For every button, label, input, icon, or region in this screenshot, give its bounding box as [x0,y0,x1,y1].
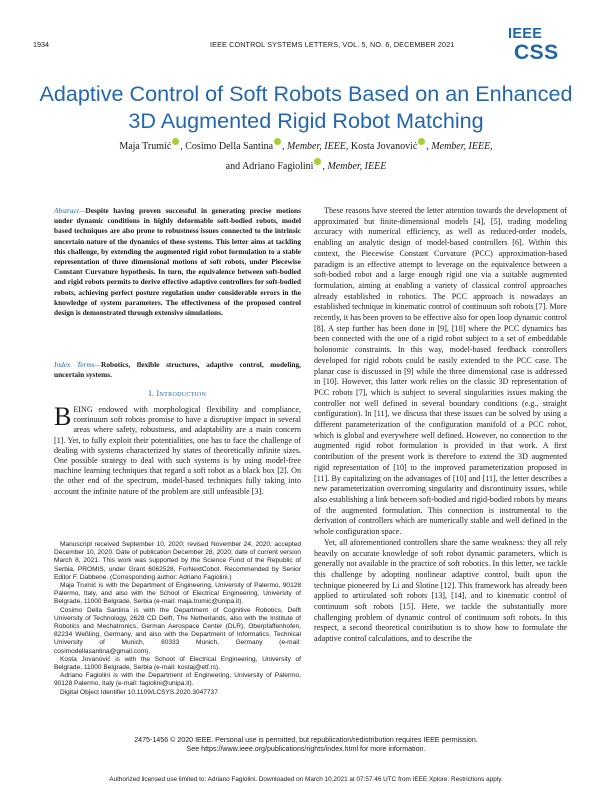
index-terms-text: Robotics, flexible structures, adaptive control, modeling, uncertain systems. [54,360,301,380]
drop-cap: B [54,402,72,431]
page-number: 1934 [33,40,49,49]
abstract-text: Despite having proven successful in generating precise motions under dynamic conditions in highly deformable soft-bodied robots, model based techniques are also prone to robustness issues connected to the intrinsic uncertain nature of the dynamics of these systems. This letter aims at tackling this challenge, by extending the augmented rigid robot formulation to a stable representation of three dimensional motions of soft robots, under Piecewise Constant Curvature hypothesis. In turn, the equivalence between soft-bodied and rigid robots permits to derive effective adaptive controllers for soft-bodied robots, achieving perfect posture regulation under considerable errors in the knowledge of system parameters. The effectiveness of the proposed control design is demonstrated through extensive simulations. [54,206,301,318]
footnote-affiliation: Cosimo Della Santina is with the Department of Cognitive Robotics, Delft University of Technology, 2628 CD Delft, The Netherlands, also with the Institute of Robotics and Mechatronics, German Aerospace Center (DLR), Oberpfaffenhofen, 82234 Weßling, Germany, and also with the Department of Informatics, Technical University of Munich, 80333 Munich, Germany (e-mail: cosimodellasantina@gmail.com). [54,606,301,655]
copyright-line-2[interactable]: See https://www.ieee.org/publications/rights/index.html for more information. [186,745,426,754]
footnote-manuscript: Manuscript received September 10, 2020; revised November 24, 2020; accepted December 10, 2020. Date of publication December 28, 2020; date of current version March 8, 2021. This work was supported by the Science Fund of the Republic of Serbia, PROMIS, under Grant 6062528, ForNextCobot. Recommended by Senior Editor F. Dabbene. (Corresponding author: Adriano Fagiolini.) [54,541,301,581]
section-heading-introduction: I. Introduction [148,389,207,398]
ieee-css-logo [504,26,568,70]
download-footer: Authorized licensed use limited to: Adriano Fagiolini. Downloaded on March 10,2021 at 07:57:46 UTC from IEEE Xplore. Restrictions apply. [109,776,503,783]
copyright-line-1: 2475-1456 © 2020 IEEE. Personal use is permitted, but republication/redistribution requires IEEE permission. [134,736,478,744]
footnote-affiliation: Kosta Jovanović is with the School of Electrical Engineering, University of Belgrade, 11000 Belgrade, Serbia (e-mail: kostaj@etf.rs). [54,655,301,672]
logo-ieee-text: IEEE [508,26,543,42]
orcid-icon[interactable] [172,138,179,145]
introduction-paragraph [54,402,301,497]
footnote-doi: Digital Object Identifier 10.1109/LCSYS.2020.3047737 [60,688,218,696]
index-terms [54,360,301,380]
footnotes [54,541,301,697]
paper-title: Adaptive Control of Soft Robots Based on an Enhanced 3D Augmented Rigid Robot Matching [39,81,573,133]
logo-css-text: CSS [514,41,559,64]
abstract [54,206,301,318]
author-line-1: Maja Trumić , Cosimo Della Santina , Member, IEEE, Kosta Jovanović , Member, IEEE, [30,138,582,152]
body-paragraph: Yet, all aforementioned controllers share the same weakness: they all rely heavily on accurate knowledge of soft robot dynamic parameters, which is generally not available in the practice of soft robotics. In this letter, we tackle this challenge by adopting nonlinear adaptive control, built upon the technique pioneered by Li and Slotine [12]. This framework has already been applied to articulated soft robots [13], [14], and to kinematic control of continuum soft robots [15]. Here, we tackle the substantially more challenging problem of dynamic control of continuum soft robots. In this respect, a second theoretical contribution is to show how to formulate the adaptive control calculations, and to describe the [314,537,567,644]
author-4-prefix: and [225,161,241,172]
footnote-affiliation: Adriano Fagiolini is with the Department of Engineering, University of Palermo, 90128 Palermo, Italy (e-mail: fagiolini@unipa.it). [54,672,301,688]
right-column [314,206,567,645]
copyright-notice [30,736,582,754]
author-3-role: Member, IEEE, [431,141,493,152]
author-2: Cosimo Della Santina [185,141,274,152]
index-terms-label: Index Terms— [54,360,102,369]
introduction-text: EING endowed with morphological flexibility and compliance, continuum soft robots promise to have a disruptive impact in several areas where safety, robustness, and adaptability are a main concern [1]. Yet, to fully exploit their potentialities, one has to face the challenge of dealing with systems characterized by states of theoretically infinite sizes. One possible strategy to deal with such systems is by using model-free machine learning techniques that regard a soft robot as a black box [2]. On the other end of the spectrum, model-based techniques fully taking into account the infinite nature of the problem are still unfeasible [3]. [54,405,301,496]
footnote-affiliation: Maja Trumić is with the Department of Engineering, University of Palermo, 90128 Palermo, Italy, and also with the School of Electrical Engineering, University of Belgrade, 11000 Belgrade, Serbia (e-mail: maja.trumic@unipa.it). [54,582,301,606]
author-1: Maja Trumić [119,141,172,152]
author-3: Kosta Jovanović [350,141,418,152]
orcid-icon[interactable] [274,138,281,145]
body-paragraph: These reasons have steered the letter attention towards the development of approximated but finite-dimensional models [4], [5], trading modeling accuracy with numerical efficiency, as well as reduced-order models, enabling an analytic design of model-based controllers [6]. Within this context, the Piecewise Constant Curvature (PCC) approximation-based paradigm is an effective attempt to leverage on the equivalence between a soft-bodied robot and a large enough rigid one via a suitable augmented formulation, aiming at enabling a variety of classical control approaches already established in robotics. The PCC approach is nowadays an established technique in kinematic control of continuum soft robots [7]. More recently, it has been proven to be effective also for open loop dynamic control [8]. A step further has been done in [9], [10] where the PCC dynamics has been connected with the one of a rigid robot subject to a set of embeddable holonomic constraints. In this way, model-based feedback controllers developed for rigid robots could be easily extended to the PCC case. The planar case is discussed in [9] while the three dimensional case is addressed in [10]. However, this latter work relies on the classic 3D representation of PCC robots [7], which is subject to several singularities issues making the controller not well defined in several boundary conditions (e.g., straight configuration). In [11], we discuss that these issues can be solved by using a different parameterization of the configuration manifold of a PCC robot, which is global and everywhere well defined. However, no connection to the augmented rigid robot formulation is provided in that work. A first contribution of the present work is therefore to extend the 3D augmented rigid representation of [10] to the improved parameterization proposed in [11]. By capitalizing on the advantages of [10] and [11], the letter describes a new parameterization overcoming singularity and discontinuity issues, while also establishing a link between soft-bodied and rigid-bodied robots by means of the augmented formulation. This connection is instrumental to the derivation of controllers which are numerically stable and well defined in the whole configuration space. [314,206,567,537]
orcid-icon[interactable] [314,158,321,165]
journal-header: IEEE CONTROL SYSTEMS LETTERS, VOL. 5, NO. 6, DECEMBER 2021 [210,40,455,49]
abstract-label: Abstract— [54,206,86,215]
author-line-2: and Adriano Fagiolini , Member, IEEE [30,158,582,172]
author-4-role: Member, IEEE [327,161,387,172]
author-2-role: Member, IEEE [287,141,346,152]
author-4: Adriano Fagiolini [242,161,314,172]
orcid-icon[interactable] [418,138,425,145]
